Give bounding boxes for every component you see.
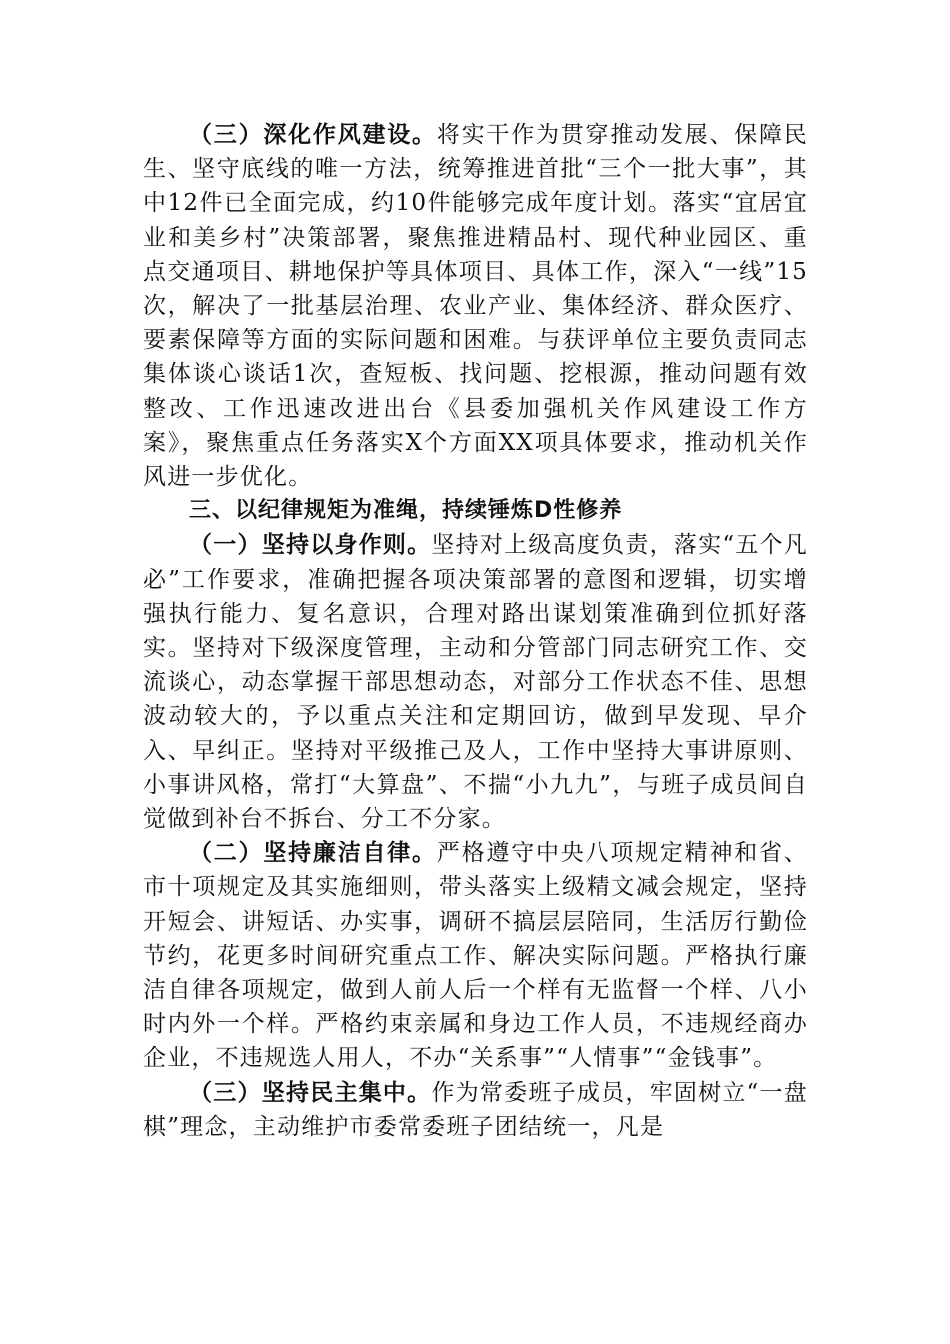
- subsection-democratic-centralism: [143, 1076, 808, 1144]
- subsection-body: 严格遵守中央八项规定精神和省、市十项规定及其实施细则，带头落实上级精文减会规定，坚持开短会、讲短话、办实事，调研不搞层层陪同，生活厉行勤俭节约，花更多时间研究重点工作、解决实际问题。严格执行廉洁自律各项规定，做到人前人后一个样有无监督一个样、八小时内外一个样。严格约束亲属和身边工作人员，不违规经商办企业，不违规选人用人，不办“关系事”“人情事”“金钱事”。: [143, 840, 809, 1072]
- subsection-lead: （二）坚持廉洁自律。: [189, 839, 437, 867]
- paragraph-body: 将实干作为贯穿推动发展、保障民生、坚守底线的唯一方法，统筹推进首批“三个一批大事”，其中12件已全面完成，约10件能够完成年度计划。落实“宜居宜业和美乡村”决策部署，聚焦推进精品村、现代种业园区、重点交通项目、耕地保护等具体项目、具体工作，深入“一线”15次，解决了一批基层治理、农业产业、集体经济、群众医疗、要素保障等方面的实际问题和困难。与获评单位主要负责同志集体谈心谈话1次，查短板、找问题、挖根源，推动问题有效整改、工作迅速改进出台《县委加强机关作风建设工作方案》，聚焦重点任务落实X个方面XX项具体要求，推动机关作风进一步优化。: [143, 122, 809, 491]
- subsection-lead-by-example: [143, 528, 808, 836]
- subsection-integrity: [143, 836, 808, 1075]
- section-heading: 三、以纪律规矩为准绳，持续锤炼D性修养: [189, 498, 623, 524]
- paragraph-work-style: [143, 118, 808, 494]
- subsection-lead: （三）坚持民主集中。: [189, 1078, 432, 1106]
- subsection-body: 坚持对上级高度负责，落实“五个凡必”工作要求，准确把握各项决策部署的意图和逻辑，切实增强执行能力、复名意识，合理对路出谋划策准确到位抓好落实。坚持对下级深度管理，主动和分管部门同志研究工作、交流谈心，动态掌握干部思想动态，对部分工作状态不佳、思想波动较大的，予以重点关注和定期回访，做到早发现、早介入、早纠正。坚持对平级推己及人，工作中坚持大事讲原则、小事讲风格，常打“大算盘”、不揣“小九九”，与班子成员间自觉做到补台不拆台、分工不分家。: [143, 532, 808, 833]
- document-page: [143, 118, 808, 1144]
- subsection-lead: （一）坚持以身作则。: [189, 531, 432, 559]
- paragraph-lead: （三）深化作风建设。: [189, 121, 437, 148]
- subsection-body: 作为常委班子成员，牢固树立“一盘棋”理念，主动维护市委常委班子团结统一，凡是: [143, 1079, 808, 1140]
